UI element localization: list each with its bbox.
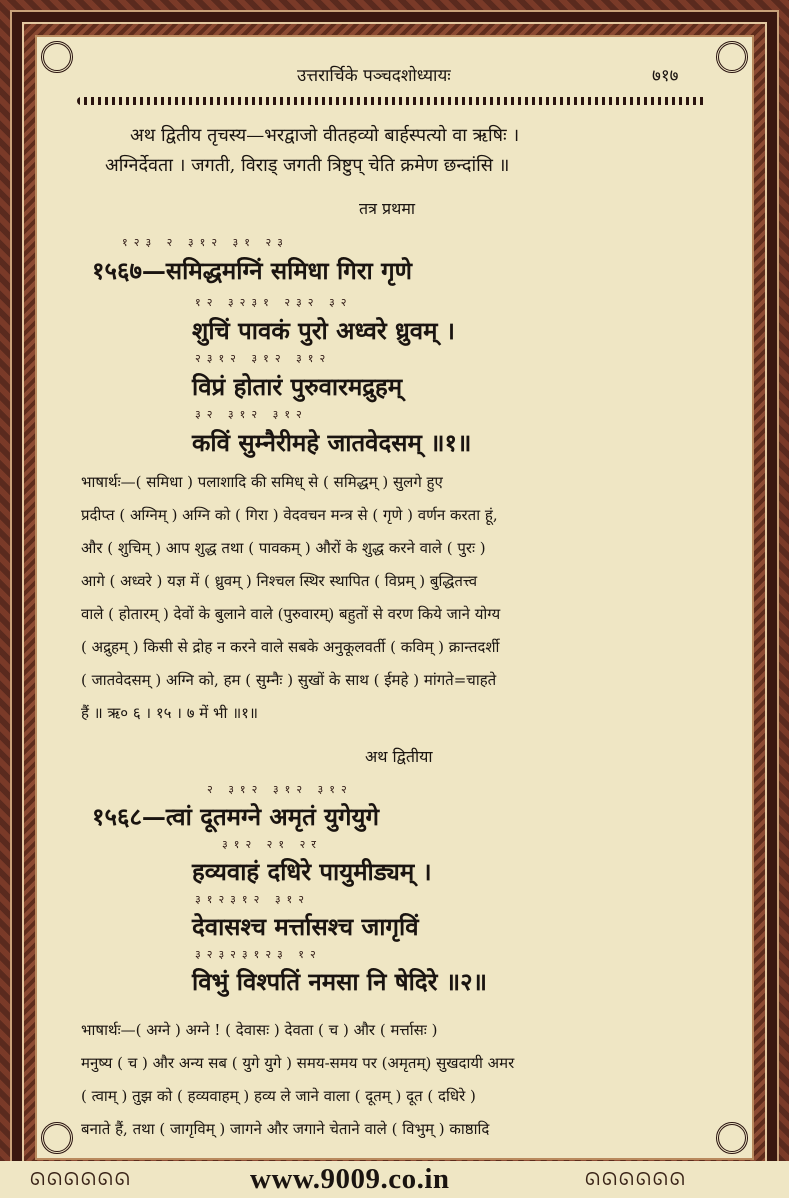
commentary-line: ( जातवेदसम् ) अग्नि को, हम ( सुम्नैः ) सुखों के साथ ( ईमहे ) मांगते=चाहते <box>81 671 497 689</box>
verse-line: कविं सुम्नैरीमहे जातवेदसम् ॥१॥ <box>192 428 472 457</box>
commentary-line: ( त्वाम् ) तुझ को ( हव्यवाहम् ) हव्य ले जाने वाला ( दूतम् ) दूत ( दधिरे ) <box>81 1087 476 1105</box>
verse-line: विप्रं होतारं पुरुवारमद्रुहम् <box>192 372 403 401</box>
swirl-ornament-icon: ᘏᘏᘏᘏᘏᘏ <box>30 1169 132 1190</box>
verse-line: विभुं विश्पतिं नमसा नि षेदिरे ॥२॥ <box>192 967 488 996</box>
section-heading: तत्र प्रथमा <box>359 199 416 218</box>
accent-marks: १२ ३२३१ २३२ ३२ <box>195 296 353 309</box>
commentary-line: प्रदीप्त ( अग्निम् ) अग्नि को ( गिरा ) वेदवचन मन्त्र से ( गृणे ) वर्णन करता हूं, <box>81 506 498 524</box>
commentary-line: वाले ( होतारम् ) देवों के बुलाने वाले (पुरुवारम्) बहुतों से वरण किये जाने योग्य <box>81 605 501 623</box>
intro-line: अथ द्वितीय तृचस्य—भरद्वाजो वीतहव्यो बार्हस्पत्यो वा ऋषिः । <box>130 125 520 146</box>
intro-line: अग्निर्देवता । जगती, विराड् जगती त्रिष्टुप् चेति क्रमेण छन्दांसि ॥ <box>105 155 510 176</box>
footer-url-link[interactable]: www.9009.co.in <box>250 1163 450 1195</box>
verse-line: शुचिं पावकं पुरो अध्वरे ध्रुवम् । <box>192 316 455 345</box>
commentary-line: भाषार्थः—( समिधा ) पलाशादि की समिध् से ( समिद्धम् ) सुलगे हुए <box>81 473 443 491</box>
swirl-ornament-icon: ᘏᘏᘏᘏᘏᘏ <box>585 1169 687 1190</box>
accent-marks: ३२ ३१२ ३१२ <box>195 408 308 421</box>
commentary-line: भाषार्थः—( अग्ने ) अग्ने ! ( देवासः ) देवता ( च ) और ( मर्त्तासः ) <box>81 1021 438 1039</box>
section-heading: अथ द्वितीया <box>365 747 433 766</box>
page-header <box>37 63 752 93</box>
commentary-line: बनाते हैं, तथा ( जागृविम् ) जागने और जगाने चेताने वाले ( विभुम् ) काष्ठादि <box>81 1120 490 1138</box>
commentary-line: ( अद्रुहम् ) किसी से द्रोह न करने वाले सबके अनुकूलवर्ती ( कविम् ) क्रान्तदर्शी <box>81 638 500 656</box>
header-divider <box>77 97 707 105</box>
accent-marks: ३१२ २१ २र <box>222 838 322 851</box>
verse-line: १५६७—समिद्धमग्निं समिधा गिरा गृणे <box>92 256 412 285</box>
accent-marks: ३२३२३१२३ १२ <box>195 948 322 961</box>
accent-marks: १२३ २ ३१२ ३१ २३ <box>122 236 289 249</box>
page-number: ७१७ <box>652 66 679 86</box>
verse-line: १५६८—त्वां दूतमग्ने अमृतं युगेयुगे <box>92 802 379 831</box>
commentary-line: आगे ( अध्वरे ) यज्ञ में ( ध्रुवम् ) निश्चल स्थिर स्थापित ( विप्रम् ) बुद्धितत्त्व <box>81 572 478 590</box>
accent-marks: २३१२ ३१२ ३१२ <box>195 352 332 365</box>
commentary-line: मनुष्य ( च ) और अन्य सब ( युगे युगे ) समय-समय पर (अमृतम्) सुखदायी अमर <box>81 1054 515 1072</box>
corner-ornament-icon <box>41 1122 73 1154</box>
verse-line: देवासश्च मर्त्तासश्च जागृविं <box>192 912 419 941</box>
accent-marks: २ ३१२ ३१२ ३१२ <box>207 783 353 796</box>
verse-line: हव्यवाहं दधिरे पायुमीड्यम् । <box>192 857 432 886</box>
commentary-line: और ( शुचिम् ) आप शुद्ध तथा ( पावकम् ) औरों के शुद्ध करने वाले ( पुरः ) <box>81 539 486 557</box>
chapter-title: उत्तरार्चिके पञ्चदशोध्यायः <box>297 66 451 86</box>
commentary-line: हैं ॥ ऋ० ६ । १५ । ७ में भी ॥१॥ <box>81 704 258 722</box>
footer-banner <box>0 1161 789 1198</box>
accent-marks: ३१२३१२ ३१२ <box>195 893 310 906</box>
scanned-page <box>35 35 754 1160</box>
